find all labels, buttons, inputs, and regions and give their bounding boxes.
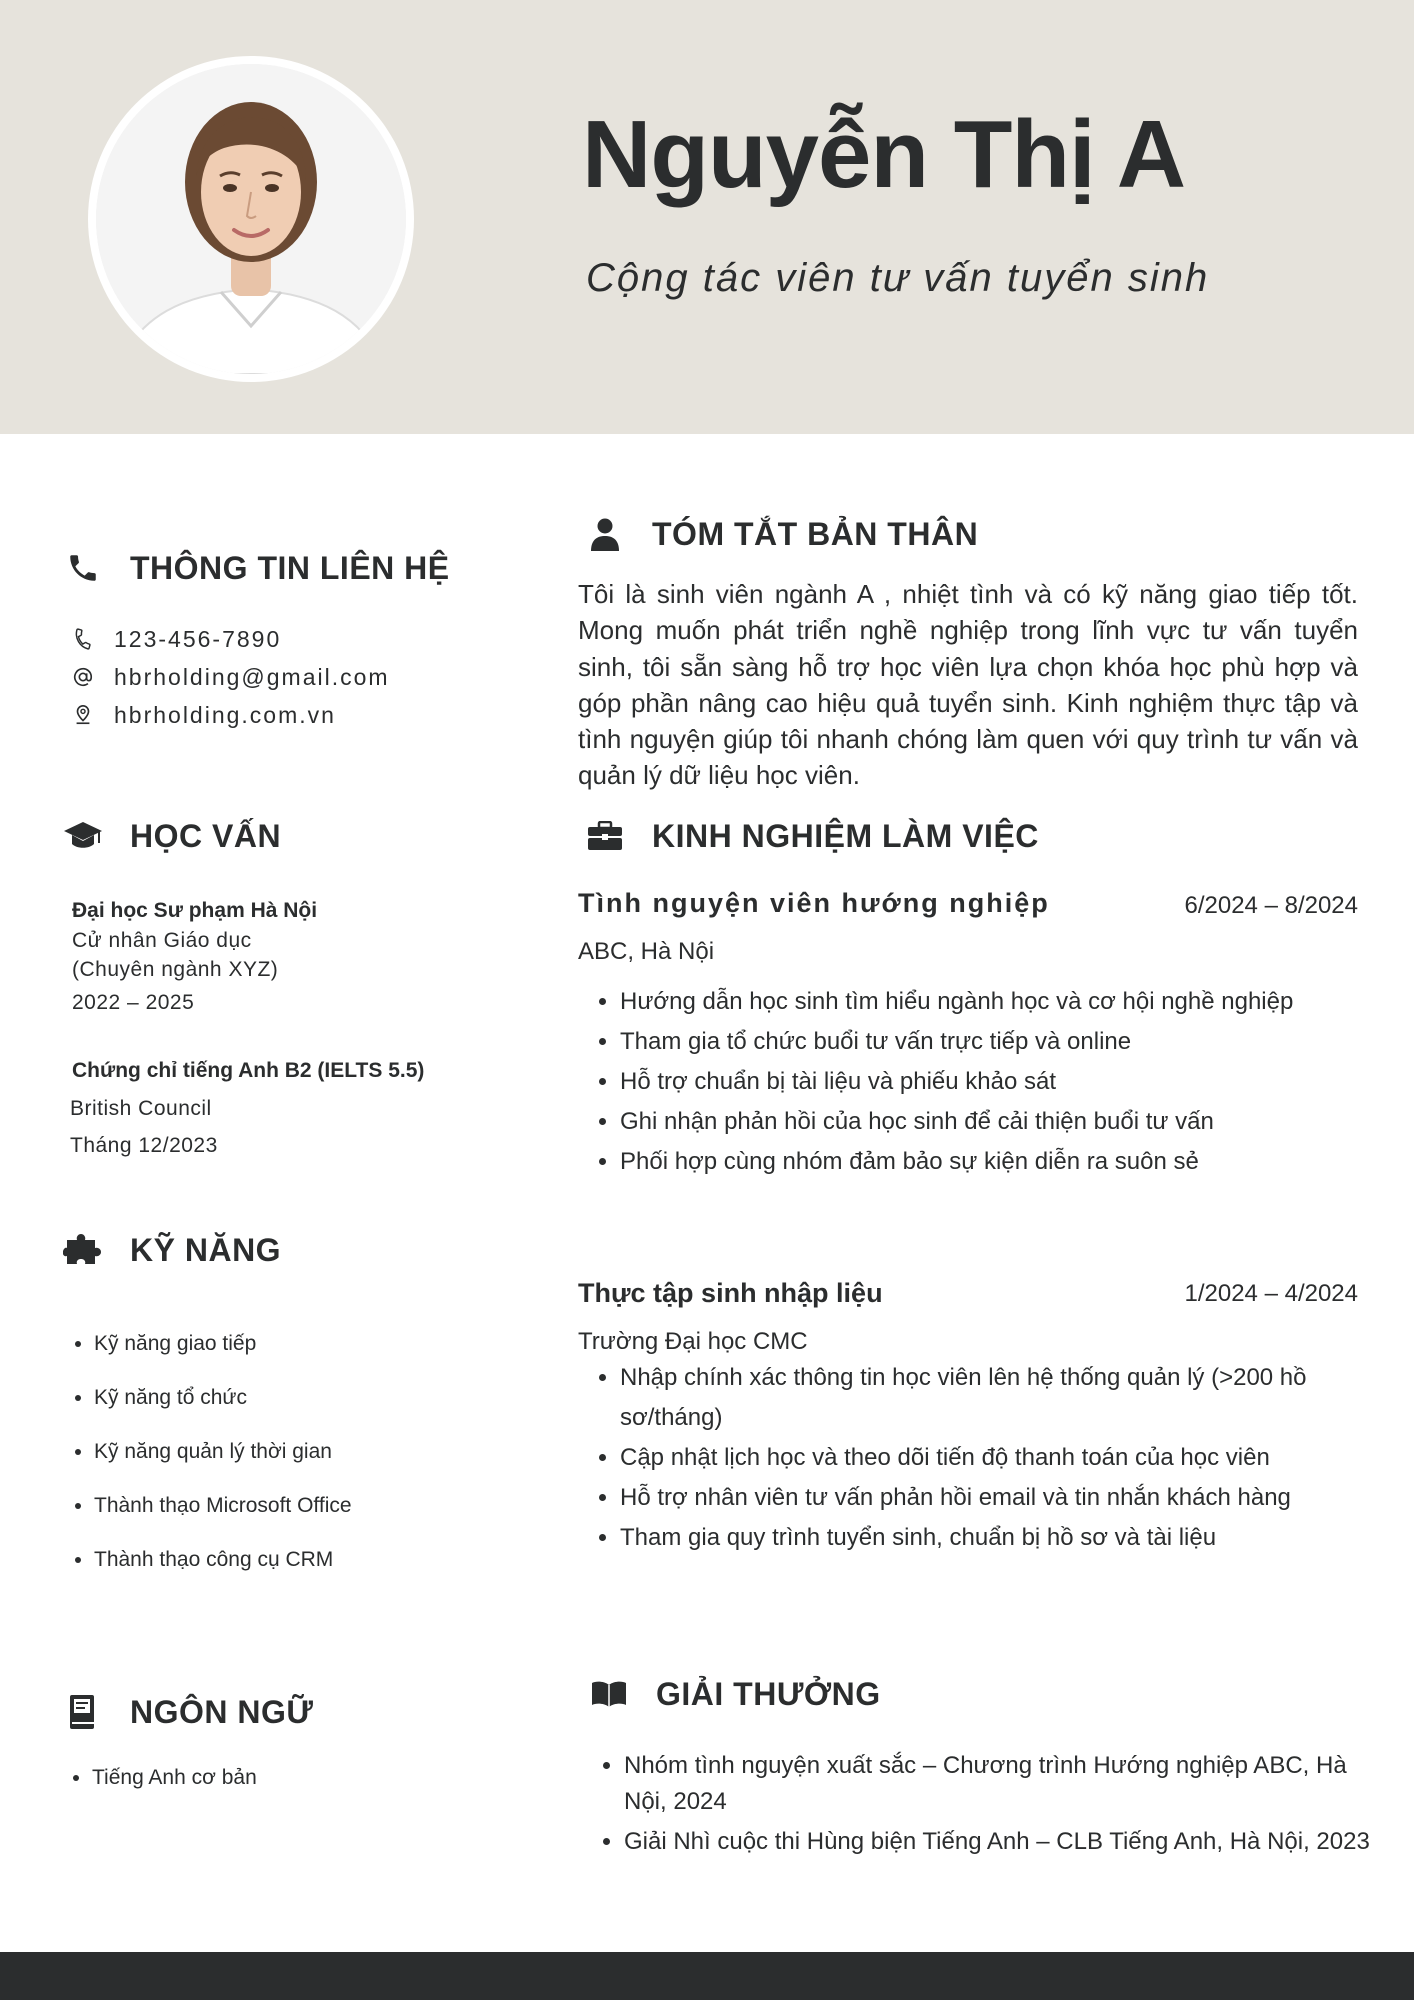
list-item: • Hướng dẫn học sinh tìm hiểu ngành học và cơ hội nghề nghiệp	[620, 982, 1340, 1022]
graduation-cap-icon	[62, 816, 104, 856]
certificate-org: British Council	[70, 1097, 212, 1120]
major: (Chuyên ngành XYZ)	[72, 958, 279, 981]
contact-email	[66, 658, 390, 696]
education-years: 2022 – 2025	[72, 991, 195, 1014]
list-item: • Nhập chính xác thông tin học viên lên hệ thống quản lý (>200 hồ sơ/tháng)	[620, 1358, 1340, 1438]
contact-phone	[66, 620, 390, 658]
experience-title: KINH NGHIỆM LÀM VIỆC	[652, 817, 1039, 854]
degree: Cử nhân Giáo dục	[72, 929, 252, 952]
contact-website	[66, 696, 390, 734]
list-item: • Thành thạo công cụ CRM	[94, 1533, 352, 1587]
education-entry	[72, 896, 502, 1017]
phone-icon	[62, 548, 104, 588]
job-title: Tình nguyện viên hướng nghiệp	[578, 888, 1050, 918]
certificate-entry	[72, 1056, 502, 1160]
list-item: • Giải Nhì cuộc thi Hùng biện Tiếng Anh – CLB Tiếng Anh, Hà Nội, 2023	[624, 1824, 1384, 1860]
list-item: • Hỗ trợ chuẩn bị tài liệu và phiếu khảo sát	[620, 1062, 1340, 1102]
summary-title: TÓM TẮT BẢN THÂN	[652, 515, 979, 552]
job-role: Cộng tác viên tư vấn tuyển sinh	[586, 256, 1210, 300]
list-item: • Kỹ năng tổ chức	[94, 1371, 352, 1425]
certificate-title: Chứng chỉ tiếng Anh B2 (IELTS 5.5)	[72, 1059, 425, 1082]
job-date: 6/2024 – 8/2024	[1184, 892, 1358, 919]
website-url[interactable]: hbrholding.com.vn	[114, 701, 336, 728]
job-organization: ABC, Hà Nội	[578, 938, 715, 965]
phone-outline-icon	[66, 627, 100, 651]
profile-photo	[88, 56, 414, 382]
avatar	[96, 64, 406, 374]
list-item: • Tiếng Anh cơ bản	[92, 1760, 257, 1796]
job-date: 1/2024 – 4/2024	[1184, 1280, 1358, 1307]
contact-list	[66, 620, 390, 734]
list-item: • Kỹ năng quản lý thời gian	[94, 1425, 352, 1479]
job-duties-list	[596, 982, 1340, 1182]
candidate-name: Nguyễn Thị A	[582, 101, 1186, 208]
education-section-header	[62, 816, 281, 856]
book-icon	[62, 1692, 104, 1732]
summary-text: Tôi là sinh viên ngành A , nhiệt tình và có kỹ năng giao tiếp tốt. Mong muốn phát triển nghề nghiệp trong lĩnh vực tư vấn tuyển sinh, tôi sẵn sàng hỗ trợ học viên lựa chọn khóa học phù hợp và góp phần nâng cao hiệu quả tuyển sinh. Kinh nghiệm thực tập và tình nguyện giúp tôi nhanh chóng làm quen với quy trình tư vấn và quản lý dữ liệu học viên.	[578, 579, 1358, 791]
skills-list	[70, 1317, 352, 1587]
job-title: Thực tập sinh nhập liệu	[578, 1278, 883, 1308]
languages-section-header	[62, 1692, 313, 1732]
at-icon	[66, 665, 100, 689]
list-item: • Hỗ trợ nhân viên tư vấn phản hồi email và tin nhắn khách hàng	[620, 1478, 1340, 1518]
location-pin-icon	[66, 703, 100, 727]
user-icon	[584, 514, 626, 554]
email-address[interactable]: hbrholding@gmail.com	[114, 663, 390, 690]
experience-section-header	[584, 816, 1039, 856]
puzzle-icon	[62, 1230, 104, 1270]
skills-title: KỸ NĂNG	[130, 1231, 282, 1268]
header-band	[0, 0, 1414, 434]
certificate-date: Tháng 12/2023	[70, 1134, 218, 1157]
briefcase-icon	[584, 816, 626, 856]
contact-section-header	[62, 548, 450, 588]
list-item: • Kỹ năng giao tiếp	[94, 1317, 352, 1371]
open-book-icon	[588, 1674, 630, 1714]
list-item: • Phối hợp cùng nhóm đảm bảo sự kiện diễn ra suôn sẻ	[620, 1142, 1340, 1182]
awards-title: GIẢI THƯỞNG	[656, 1675, 881, 1712]
job-duties-list	[596, 1358, 1340, 1558]
list-item: • Tham gia quy trình tuyển sinh, chuẩn bị hồ sơ và tài liệu	[620, 1518, 1340, 1558]
awards-section-header	[588, 1674, 881, 1714]
list-item: • Tham gia tổ chức buổi tư vấn trực tiếp và online	[620, 1022, 1340, 1062]
phone-number[interactable]: 123-456-7890	[114, 625, 282, 652]
languages-list	[68, 1760, 257, 1796]
list-item: • Cập nhật lịch học và theo dõi tiến độ thanh toán của học viên	[620, 1438, 1340, 1478]
job-organization: Trường Đại học CMC	[578, 1328, 808, 1355]
summary-section-header	[584, 514, 978, 554]
list-item: • Nhóm tình nguyện xuất sắc – Chương trình Hướng nghiệp ABC, Hà Nội, 2024	[624, 1748, 1384, 1820]
list-item: • Thành thạo Microsoft Office	[94, 1479, 352, 1533]
portrait-illustration	[96, 64, 406, 374]
languages-title: NGÔN NGỮ	[130, 1693, 314, 1730]
contact-title: THÔNG TIN LIÊN HỆ	[130, 549, 450, 586]
footer-band	[0, 1952, 1414, 2000]
awards-list	[602, 1748, 1384, 1864]
school-name: Đại học Sư phạm Hà Nội	[72, 899, 318, 922]
list-item: • Ghi nhận phản hồi của học sinh để cải thiện buổi tư vấn	[620, 1102, 1340, 1142]
education-title: HỌC VẤN	[130, 817, 282, 854]
skills-section-header	[62, 1230, 281, 1270]
